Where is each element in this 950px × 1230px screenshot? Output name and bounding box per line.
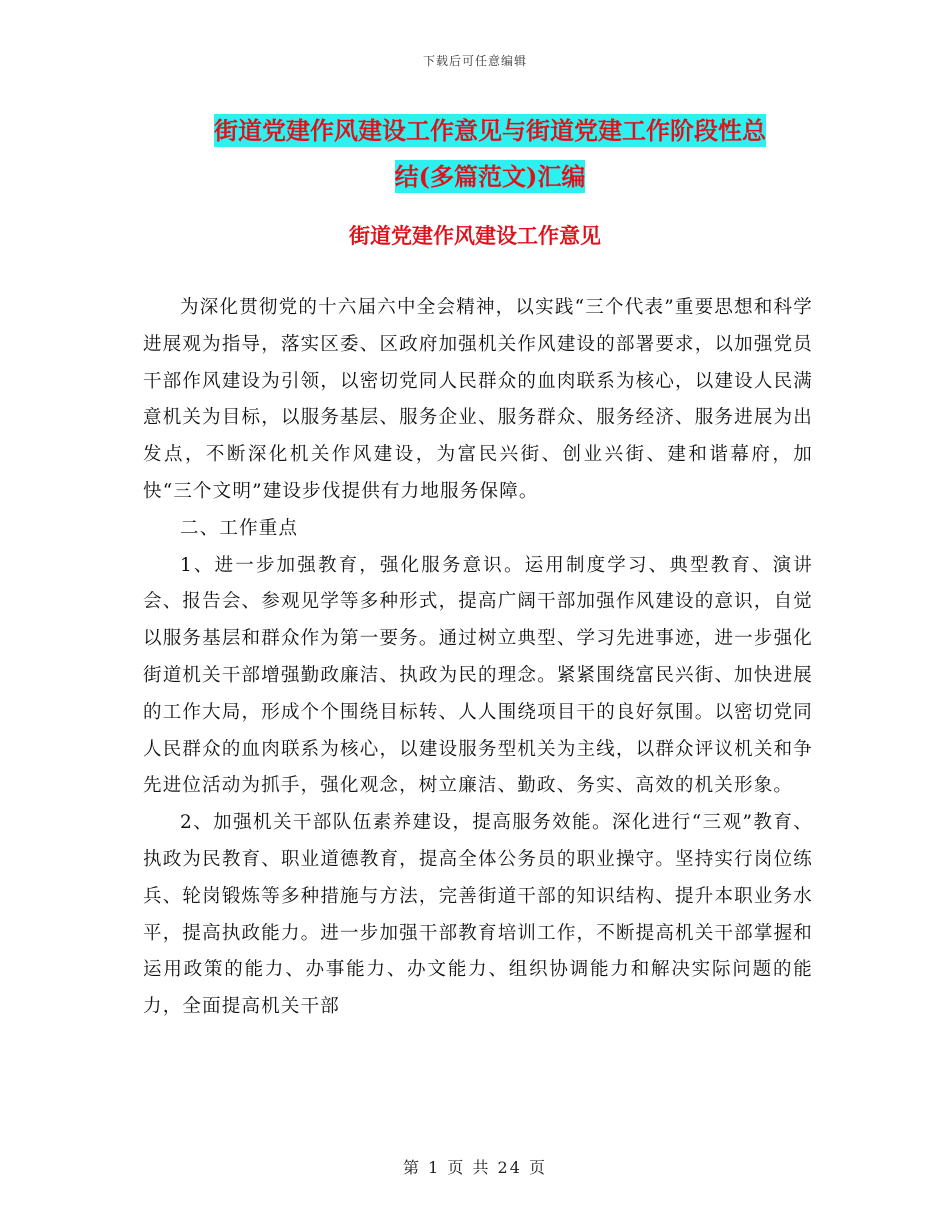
paragraph: 二、工作重点 <box>180 517 299 539</box>
paragraph: 1、进一步加强教育，强化服务意识。运用制度学习、典型教育、演讲会、报告会、参观见学等多种形式，提高广阔干部加强作风建设的意识，自觉以服务基层和群众作为第一要务。通过树立典型、学习先进事迹，进一步强化街道机关干部增强勤政廉洁、执政为民的理念。紧紧围绕富民兴街、加快进展的工作大局，形成个个围绕目标转、人人围绕项目干的良好氛围。以密切党同人民群众的血肉联系为核心，以建设服务型机关为主线，以群众评议机关和争先进位活动为抓手，强化观念，树立廉洁、勤政、务实、高效的机关形象。 <box>143 554 813 797</box>
page-number-footer: 第 1 页 共 24 页 <box>403 1158 547 1177</box>
body-text <box>143 290 813 1026</box>
header-note: 下载后可任意编辑 <box>422 54 527 68</box>
document-title-line-2: 结(多篇范文)汇编 <box>394 162 586 191</box>
document-title-line-1: 街道党建作风建设工作意见与街道党建工作阶段性总 <box>214 116 766 145</box>
section-title: 街道党建作风建设工作意见 <box>349 223 601 248</box>
document-title <box>140 108 840 200</box>
paragraph: 2、加强机关干部队伍素养建设，提高服务效能。深化进行“三观”教育、执政为民教育、职业道德教育，提高全体公务员的职业操守。坚持实行岗位练兵、轮岗锻炼等多种措施与方法，完善街道干部的知识结构、提升本职业务水平，提高执政能力。进一步加强干部教育培训工作，不断提高机关干部掌握和运用政策的能力、办事能力、办文能力、组织协调能力和解决实际问题的能力，全面提高机关干部 <box>143 812 813 1018</box>
paragraph: 为深化贯彻党的十六届六中全会精神，以实践“三个代表”重要思想和科学进展观为指导，落实区委、区政府加强机关作风建设的部署要求，以加强党员干部作风建设为引领，以密切党同人民群众的血肉联系为核心，以建设人民满意机关为目标，以服务基层、服务企业、服务群众、服务经济、服务进展为出发点，不断深化机关作风建设，为富民兴街、创业兴街、建和谐幕府，加快“三个文明”建设步伐提供有力地服务保障。 <box>143 297 813 502</box>
